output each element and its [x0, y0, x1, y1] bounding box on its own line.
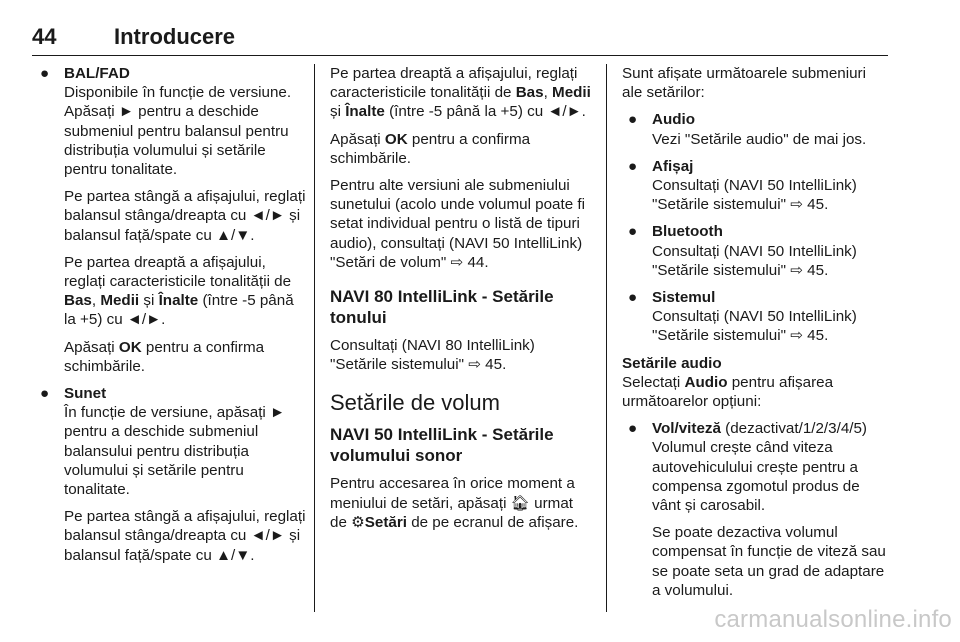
bullet-afisaj — [622, 157, 888, 215]
bullet-audio — [622, 110, 888, 148]
page-header — [32, 24, 888, 54]
volume-settings-heading: Setările de volum — [330, 390, 500, 416]
submenus-intro: Sunt afișate următoarele submeniuri ale setărilor: — [622, 65, 866, 102]
audio-desc: Vezi "Setările audio" de mai jos. — [652, 130, 867, 148]
sistemul-desc: Consultați (NAVI 50 IntelliLink) "Setările sistemului" ⇨ 45. — [652, 308, 857, 345]
bal-fad-p1: Disponibile în funcție de versiune. Apăsați ► pentru a deschide submeniul pentru balansul pentru distribuția volumului și setările pentru tonalitate. — [64, 84, 292, 179]
column-2 — [330, 64, 592, 540]
sunet-p2: Pe partea stângă a afișajului, reglați balansul stânga/dreapta cu ◄/► și balansul față/spate cu ▲/▼. — [64, 508, 306, 564]
column-3 — [622, 64, 888, 608]
bullet-dot: ● — [40, 385, 50, 403]
column-divider-2 — [606, 64, 607, 612]
bal-fad-p3: Pe partea dreaptă a afișajului, reglați caracteristicile tonalității de Bas, Medii și Înalte (între -5 până la +5) cu ◄/►. — [64, 253, 294, 329]
column-divider-1 — [314, 64, 315, 612]
afisaj-desc: Consultați (NAVI 50 IntelliLink) "Setările sistemului" ⇨ 45. — [652, 177, 857, 214]
confirm-paragraph: Apăsați OK pentru a confirma schimbările. — [330, 130, 531, 167]
bluetooth-desc: Consultați (NAVI 50 IntelliLink) "Setările sistemului" ⇨ 45. — [652, 242, 857, 279]
bullet-dot: ● — [40, 65, 50, 82]
page-number: 44 — [32, 24, 57, 49]
vol-viteza-desc1: Volumul crește când viteza autovehiculului crește pentru a compensa zgomotul produs de vânt și carosabil. — [652, 439, 860, 515]
bullet-bal-fad — [40, 64, 306, 376]
sunet-title: Sunet — [64, 385, 107, 403]
home-icon: 🏠︎ — [510, 494, 530, 512]
afisaj-title: Afișaj — [652, 157, 694, 175]
bullet-dot: ● — [628, 420, 638, 438]
other-versions-paragraph: Pentru alte versiuni ale submeniului sunetului (acolo unde volumul poate fi setat individual pentru o listă de tipuri audio), consultați (NAVI 50 IntelliLink) "Setări de volum" ⇨ 44. — [330, 177, 585, 271]
audio-settings-heading: Setările audio — [622, 354, 722, 372]
watermark: carmanualsonline.info — [714, 606, 952, 633]
navi50-volume-heading: NAVI 50 IntelliLink - Setările volumului sonor — [330, 425, 554, 466]
bluetooth-title: Bluetooth — [652, 223, 723, 241]
bullet-dot: ● — [628, 157, 638, 175]
bullet-vol-viteza — [622, 419, 888, 600]
navi80-tone-heading: NAVI 80 IntelliLink - Setările tonului — [330, 287, 554, 328]
sunet-p1: În funcție de versiune, apăsați ► pentru a deschide submeniul balansului pentru distribuția volumului și setările pentru tonalitate. — [64, 404, 286, 499]
tone-right-paragraph: Pe partea dreaptă a afișajului, reglați caracteristicile tonalității de Bas, Medii și Înalte (între -5 până la +5) cu ◄/►. — [330, 65, 591, 121]
bal-fad-p2: Pe partea stângă a afișajului, reglați balansul stânga/dreapta cu ◄/► și balansul față/spate cu ▲/▼. — [64, 188, 306, 244]
bullet-sistemul — [622, 288, 888, 346]
navi80-paragraph: Consultați (NAVI 80 IntelliLink) "Setările sistemului" ⇨ 45. — [330, 337, 535, 374]
bal-fad-p4: Apăsați OK pentru a confirma schimbările. — [64, 338, 265, 375]
audio-title: Audio — [652, 111, 696, 129]
bal-fad-title: BAL/FAD — [64, 65, 130, 82]
header-rule — [32, 55, 888, 56]
bullet-dot: ● — [628, 289, 638, 307]
gear-icon: ⚙ — [351, 513, 365, 531]
settings-access-paragraph: Pentru accesarea în orice moment a meniului de setări, apăsați 🏠︎ urmat de ⚙Setări de pe ecranul de afișare. — [330, 475, 579, 531]
bullet-sunet — [40, 384, 306, 565]
vol-viteza-desc2: Se poate dezactiva volumul compensat în funcție de viteză sau se poate seta un grad de adaptare a volumului. — [652, 524, 886, 599]
bullet-dot: ● — [628, 111, 638, 129]
chapter-title: Introducere — [114, 24, 236, 49]
vol-viteza-line: Vol/viteză (dezactivat/1/2/3/4/5) — [652, 420, 867, 438]
column-1 — [40, 64, 306, 573]
bullet-dot: ● — [628, 223, 638, 241]
audio-settings-paragraph: Selectați Audio pentru afișarea următoarelor opțiuni: — [622, 373, 834, 411]
sistemul-title: Sistemul — [652, 289, 716, 307]
bullet-bluetooth — [622, 222, 888, 280]
